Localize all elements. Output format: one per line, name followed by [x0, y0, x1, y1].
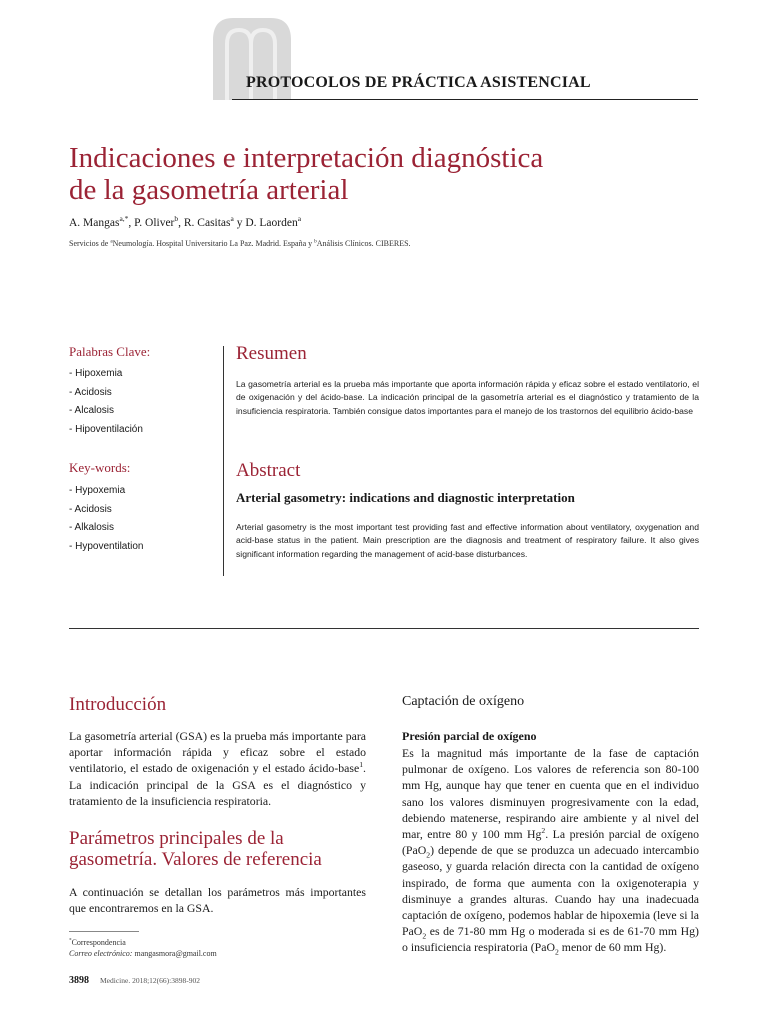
keywords-en-list: [69, 482, 143, 556]
captacion-text-1: Es la magnitud más importante de la fase de captación pulmonar de oxígeno. Los valores de referencia son 80-100 mm Hg, aunque hay que tener en cuenta que en el individuo sano los valores disminuyen progresivamente con la edad, debiendo matenerse, respirando aire ambiente y al nivel del mar, entre 80 y 100 mm Hg: [402, 746, 699, 842]
captacion-heading: Captación de oxígeno: [402, 694, 525, 709]
parametros-heading-line-2: gasometría. Valores de referencia: [69, 849, 322, 870]
author-list: [69, 214, 302, 229]
author: A. Mangas: [69, 217, 120, 229]
author-sep: ,: [178, 217, 184, 229]
keyword: - Acidosis: [69, 503, 112, 515]
keyword: - Alcalosis: [69, 405, 115, 416]
parametros-heading-line-1: Parámetros principales de la: [69, 828, 284, 849]
affil-b: Análisis Clínicos. CIBERES.: [316, 239, 411, 248]
affil-a: Neumología. Hospital Universitario La Paz. Madrid. España y: [112, 239, 315, 248]
resumen-text: La gasometría arterial es la prueba más importante que aporta información rápida y eficaz sobre el estado ventilatorio, el de oxigenación y del ácido-base. La indicación principal de la gasometría arterial es el diagnóstico y tratamiento de la insuficiencia respiratoria. También consigue datos importantes para el manejo de los trastornos del equilibrio ácido-base: [236, 379, 699, 416]
title-line-2: de la gasometría arterial: [69, 174, 349, 206]
parametros-paragraph: A continuación se detallan los parámetros más importantes que encontraremos en la GSA.: [69, 885, 366, 916]
section-label: PROTOCOLOS DE PRÁCTICA ASISTENCIAL: [246, 74, 591, 91]
affil-prefix: Servicios de: [69, 239, 111, 248]
title-line-1: Indicaciones e interpretación diagnóstica: [69, 142, 544, 174]
affil-sup: b: [314, 238, 317, 245]
footnote-correspondencia: Correspondencia: [71, 938, 126, 947]
author-affil-sup: a: [297, 214, 302, 224]
abstract-text: Arterial gasometry is the most important test providing fast and effective information about ventilatory, oxygenation and acid-base status in the patient. Main prescription are the diagnosis and treatment of respiratory failure. It also gives significant information regarding the management of acid-base disturbances.: [236, 522, 699, 559]
page-number: 3898: [69, 975, 89, 986]
keywords-es-list: [69, 365, 143, 439]
abstract-heading: Abstract: [236, 460, 301, 481]
keyword: - Hipoxemia: [69, 368, 123, 379]
header-rule: [232, 99, 698, 100]
journal-citation: Medicine. 2018;12(66):3898-902: [100, 976, 200, 985]
captacion-subheading: Presión parcial de oxígeno: [402, 729, 537, 743]
intro-heading: Introducción: [69, 694, 167, 715]
affil-sup: a: [110, 238, 113, 245]
parametros-heading: [69, 828, 322, 870]
footnote: [69, 937, 217, 959]
captacion-text-4: es de 71-80 mm Hg o moderada si es de 61-70 mm Hg) o insuficiencia respiratoria (PaO: [402, 924, 699, 955]
keyword: - Acidosis: [69, 386, 112, 398]
intro-text-b: . La indicación principal de la GSA es el diagnóstico y tratamiento de la insuficiencia respiratoria.: [69, 761, 366, 808]
keyword: - Hypoventilation: [69, 540, 144, 552]
keywords-divider: [223, 346, 224, 576]
captacion-text-3: ) depende de que se produzca un adecuado intercambio gaseoso, y guarda relación directa con la cantidad de oxígeno inspirado, de forma que aumenta con la oxigenoterapia y disminuye a grandes alturas. Cuando hay una inadecuada captación de oxígeno, podemos hablar de hipoxemia (leve si la PaO: [402, 843, 699, 939]
footnote-email-label: Correo electrónico:: [69, 949, 133, 958]
author: D. Laorden: [245, 217, 298, 229]
author-affil-sup: b: [174, 214, 179, 224]
intro-paragraph: [69, 728, 366, 809]
captacion-text-2: . La presión parcial de oxígeno (PaO: [402, 827, 699, 858]
author-affil-sup: a: [230, 214, 234, 224]
footnote-sup: *: [69, 937, 72, 944]
keywords-es-heading: Palabras Clave:: [69, 344, 151, 359]
captacion-text-5: menor de 60 mm Hg).: [558, 940, 667, 955]
subscript: 2: [422, 931, 427, 941]
keyword: - Alkalosis: [69, 522, 115, 533]
author-sep: ,: [128, 217, 135, 229]
author-affil-sup: a,*: [119, 214, 129, 224]
resumen-heading: Resumen: [236, 343, 307, 364]
abstract-subtitle: Arterial gasometry: indications and diagnostic interpretation: [236, 490, 575, 505]
keywords-en-heading: Key-words:: [69, 460, 131, 475]
footnote-rule: [69, 931, 139, 932]
ref-sup: 2: [541, 826, 546, 836]
subscript: 2: [426, 850, 431, 860]
ref-sup: 1: [359, 760, 364, 770]
author-sep: y: [233, 217, 246, 229]
keyword: - Hipoventilación: [69, 423, 143, 435]
captacion-paragraph: [402, 745, 699, 956]
affiliations: [69, 239, 411, 248]
author: P. Oliver: [134, 217, 175, 229]
article-title: [69, 142, 689, 206]
author: R. Casitas: [183, 217, 231, 229]
intro-text-a: La gasometría arterial (GSA) es la prueba más importante para aportar información rápida y eficaz sobre el estado ventilatorio, el estado de oxigenación y el estado ácido-base: [69, 729, 366, 776]
section-divider: [69, 628, 699, 629]
subscript: 2: [554, 947, 559, 957]
footnote-email: mangasmora@gmail.com: [132, 949, 217, 958]
keyword: - Hypoxemia: [69, 485, 126, 496]
